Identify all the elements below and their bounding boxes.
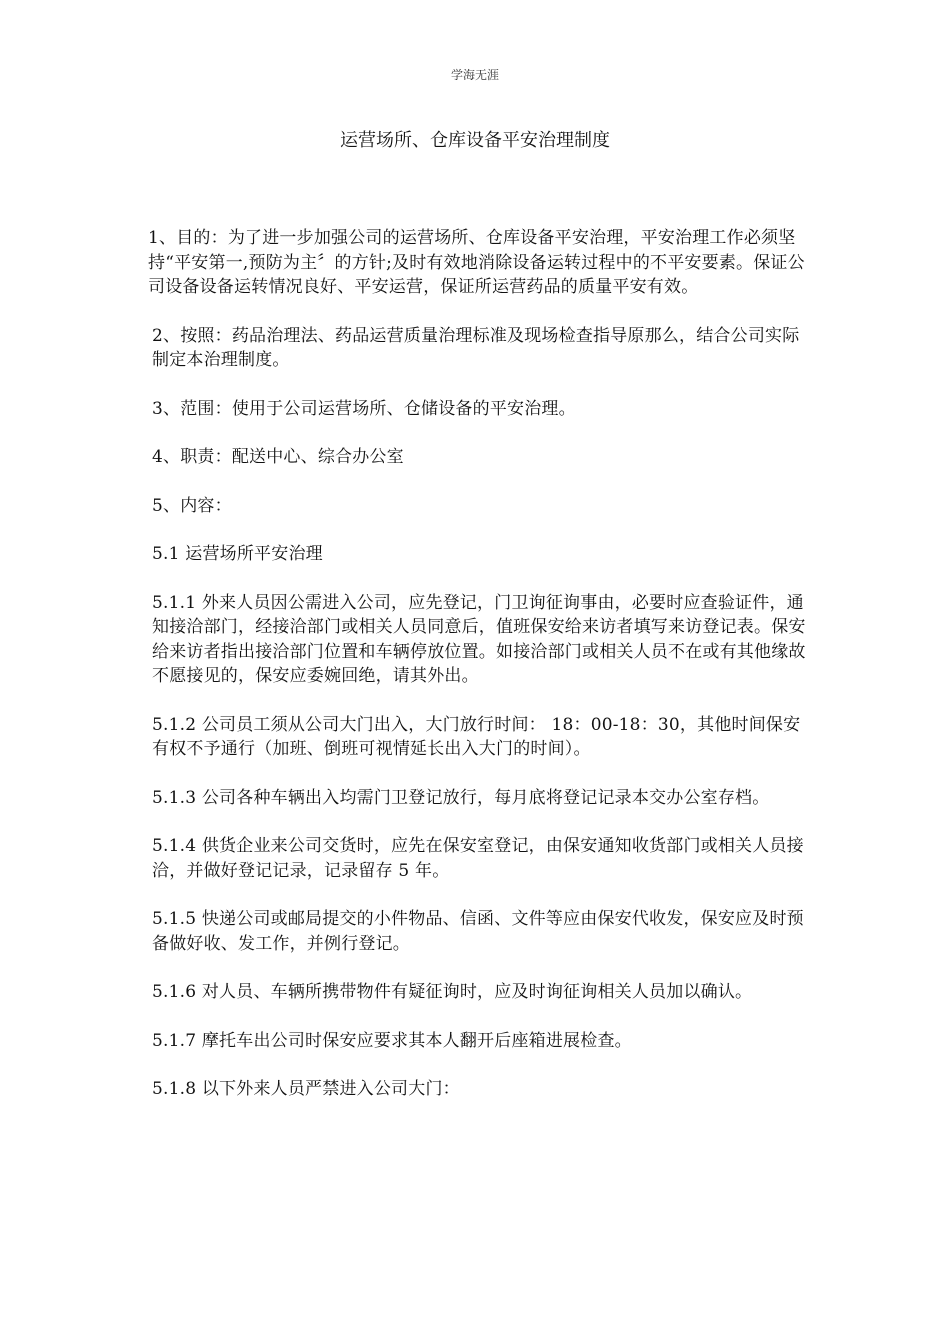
paragraph-scope: 3、范围：使用于公司运营场所、仓储设备的平安治理。 <box>152 398 576 419</box>
clause-5-1-3: 5.1.3 公司各种车辆出入均需门卫登记放行，每月底将登记记录本交办公室存档。 <box>152 787 770 808</box>
page-header: 学海无涯 <box>450 68 499 82</box>
section-5-1-heading: 5.1 运营场所平安治理 <box>152 544 323 564</box>
document-body <box>148 226 806 1126</box>
clause-5-1-7: 5.1.7 摩托车出公司时保安应要求其本人翻开后座箱进展检查。 <box>152 1030 632 1051</box>
paragraph-basis: 2、按照：药品治理法、药品运营质量治理标准及现场检查指导原那么，结合公司实际制定本治理制度。 <box>152 325 800 370</box>
paragraph-responsibility: 4、职责：配送中心、综合办公室 <box>152 447 404 467</box>
paragraph-content: 5、内容： <box>152 495 232 516</box>
clause-5-1-8: 5.1.8 以下外来人员严禁进入公司大门： <box>152 1079 460 1099</box>
document-title: 运营场所、仓库设备平安治理制度 <box>340 130 610 151</box>
clause-5-1-4: 5.1.4 供货企业来公司交货时，应先在保安室登记，由保安通知收货部门或相关人员接洽，并做好登记记录，记录留存 5 年。 <box>152 836 804 881</box>
clause-5-1-5: 5.1.5 快递公司或邮局提交的小件物品、信函、文件等应由保安代收发，保安应及时预备做好收、发工作，并例行登记。 <box>152 909 804 954</box>
clause-5-1-6: 5.1.6 对人员、车辆所携带物件有疑征询时，应及时询征询相关人员加以确认。 <box>152 982 753 1002</box>
clause-5-1-1: 5.1.1 外来人员因公需进入公司，应先登记，门卫询征询事由，必要时应查验证件，通知接洽部门，经接洽部门或相关人员同意后，值班保安给来访者填写来访登记表。保安给来访者指出接洽部门位置和车辆停放位置。如接洽部门或相关人员不在或有其他缘故不愿接见的，保安应委婉回绝，请其外出。 <box>152 592 806 686</box>
clause-5-1-2: 5.1.2 公司员工须从公司大门出入，大门放行时间： 18：00-18：30，其他时间保安有权不予通行（加班、倒班可视情延长出入大门的时间）。 <box>152 714 801 759</box>
paragraph-purpose: 1、目的：为了进一步加强公司的运营场所、仓库设备平安治理，平安治理工作必须坚持“平安第一,预防为主〞的方针;及时有效地消除设备运转过程中的不平安要素。保证公司设备设备运转情况良好、平安运营，保证所运营药品的质量平安有效。 <box>148 228 805 297</box>
